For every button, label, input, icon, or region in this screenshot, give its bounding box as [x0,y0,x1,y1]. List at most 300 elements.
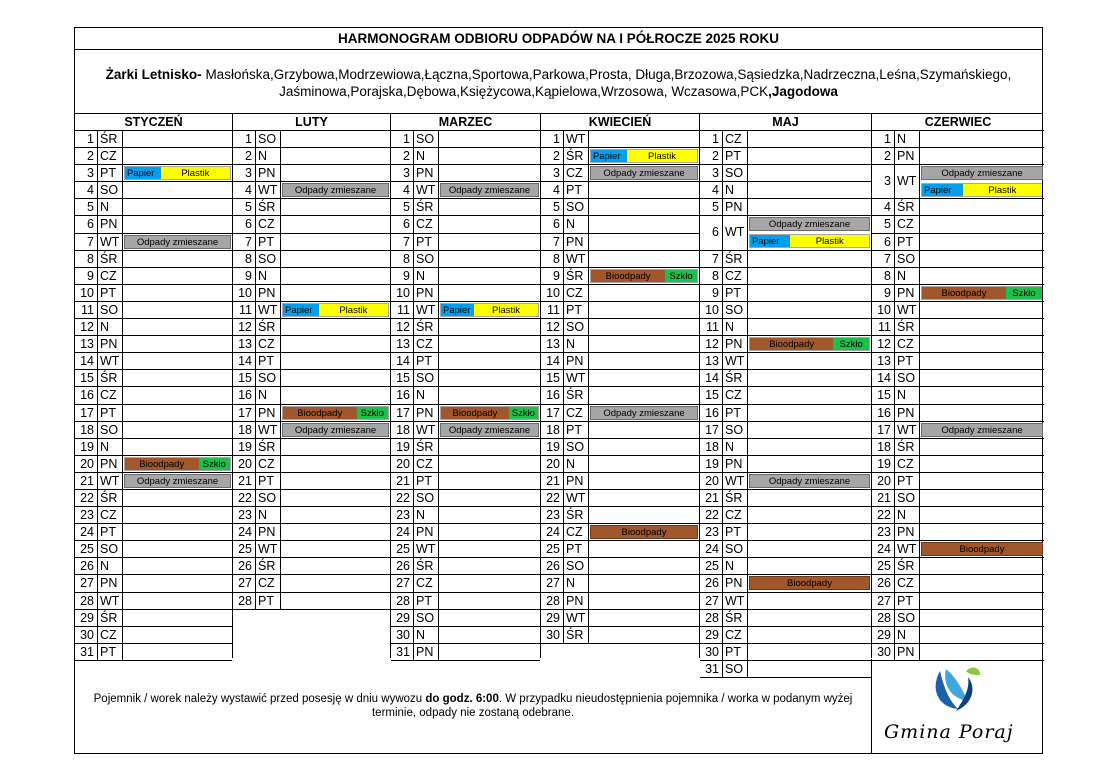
weekday-label: PT [723,644,748,660]
day-row [391,422,540,439]
weekday-label: WT [98,234,123,250]
gmina-logo-icon [872,659,1042,729]
day-row [75,610,232,627]
collection-cell [920,593,1044,609]
collection-cell [589,575,699,591]
day-number: 29 [872,627,895,643]
collection-cell [920,234,1044,250]
weekday-label: PN [564,473,589,489]
collection-cell [589,439,699,455]
day-number: 1 [391,131,414,147]
day-number: 29 [700,627,723,643]
collection-cell [748,610,871,626]
day-number: 22 [233,490,256,506]
day-number: 20 [700,473,723,489]
collection-cell [920,610,1044,626]
collection-cell [281,507,390,523]
collection-cell [748,336,871,352]
day-row [541,148,699,165]
collection-cell [123,422,232,438]
day-row [872,473,1044,490]
month-header: MARZEC [391,114,540,131]
collection-cell [920,575,1044,591]
collection-cell [281,199,390,215]
day-number: 19 [391,439,414,455]
day-row [700,558,871,575]
day-row [541,575,699,592]
day-row [391,387,540,404]
day-number: 14 [700,370,723,386]
weekday-label: PN [414,644,439,660]
day-row [700,216,871,250]
day-number: 28 [872,610,895,626]
day-row [391,285,540,302]
day-number: 26 [541,558,564,574]
collection-cell [589,165,699,181]
collection-cell [439,182,540,198]
collection-cell [439,575,540,591]
mixed-waste-pickup: Odpady zmieszane [590,406,698,420]
glass-label: Szkło [199,458,231,470]
weekday-label: PT [414,593,439,609]
collection-cell [123,610,232,626]
day-row [391,182,540,199]
day-row [75,353,232,370]
day-row [233,353,390,370]
bio-waste-pickup: Bioodpady [749,576,870,590]
day-row [75,165,232,182]
day-number: 24 [541,524,564,540]
collection-cell [123,302,232,318]
collection-cell [920,541,1044,557]
weekday-label: SO [414,490,439,506]
collection-cell [589,558,699,574]
mixed-waste-pickup: Odpady zmieszane [749,474,870,488]
weekday-label: N [895,268,920,284]
day-row [75,593,232,610]
paper-label: Papier [125,167,161,179]
weekday-label: PN [723,336,748,352]
collection-cell [920,473,1044,489]
locality-name: Żarki Letnisko- [105,67,202,82]
day-row [872,131,1044,148]
collection-cell [748,575,871,591]
collection-cell [439,353,540,369]
day-number: 30 [700,644,723,660]
day-number: 23 [75,507,98,523]
day-row [233,558,390,575]
day-row [75,131,232,148]
plastic-label: Plastik [161,167,230,179]
page-title: HARMONOGRAM ODBIORU ODPADÓW NA I PÓŁROCZE 2025 ROKU [75,28,1042,50]
day-row [75,285,232,302]
day-number: 8 [700,268,723,284]
mixed-waste-pickup: Odpady zmieszane [124,235,231,249]
day-number: 18 [872,439,895,455]
collection-cell [123,541,232,557]
locality-streets-line1: Masłońska,Grzybowa,Modrzewiowa,Łączna,Sportowa,Parkowa,Prosta, Długa,Brzozowa,Sąsiedzka,Nadrzeczna,Leśna,Szymańskiego, [201,67,1012,82]
weekday-label: PN [414,165,439,181]
day-row [391,456,540,473]
locality-block [77,66,1040,100]
day-number: 13 [541,336,564,352]
weekday-label: PN [98,456,123,472]
day-number: 22 [872,507,895,523]
weekday-label: SO [723,422,748,438]
day-row [75,387,232,404]
collection-cell [748,319,871,335]
day-number: 27 [700,593,723,609]
collection-cell [920,268,1044,284]
collection-cell [589,422,699,438]
paper-label: Papier [441,304,474,316]
collection-cell [439,627,540,643]
day-number: 15 [541,370,564,386]
day-row [233,182,390,199]
day-number: 19 [700,456,723,472]
weekday-label: PT [414,234,439,250]
day-number: 21 [872,490,895,506]
day-row [75,405,232,422]
day-number: 12 [233,319,256,335]
bio-glass-pickup [590,269,698,283]
collection-cell [123,593,232,609]
collection-cell [439,473,540,489]
day-number: 23 [541,507,564,523]
day-number: 8 [391,251,414,267]
day-row [75,456,232,473]
day-number: 12 [872,336,895,352]
day-row [872,370,1044,387]
day-row [391,473,540,490]
glass-label: Szkło [665,270,697,282]
collection-cell [589,319,699,335]
weekday-label: ŚR [895,199,920,215]
day-row [233,593,390,610]
day-number: 11 [75,302,98,318]
mixed-waste-pickup: Odpady zmieszane [921,166,1043,180]
day-row [233,251,390,268]
day-number: 24 [391,524,414,540]
day-row [700,490,871,507]
collection-cell [439,336,540,352]
footer-text-part1: Pojemnik / worek należy wystawić przed posesję w dniu wywozu [93,693,426,705]
collection-cell [439,456,540,472]
weekday-label: CZ [256,336,281,352]
weekday-label: ŚR [256,558,281,574]
collection-cell [920,524,1044,540]
weekday-label: ŚR [564,268,589,284]
weekday-label: SO [256,370,281,386]
day-row [700,302,871,319]
weekday-label: SO [723,541,748,557]
weekday-label: N [895,507,920,523]
collection-cell [123,216,232,232]
day-number: 1 [541,131,564,147]
bio-label: Bioodpady [441,407,509,419]
day-row [391,575,540,592]
weekday-label: SO [564,439,589,455]
weekday-label: PN [414,524,439,540]
day-row [541,593,699,610]
collection-cell [748,302,871,318]
bio-waste-pickup: Bioodpady [921,542,1043,556]
collection-cell [589,131,699,147]
weekday-label: SO [98,541,123,557]
weekday-label: PT [256,593,281,609]
day-number: 15 [75,370,98,386]
weekday-label: PN [564,353,589,369]
day-row [391,439,540,456]
weekday-label: CZ [564,405,589,421]
weekday-label: ŚR [414,558,439,574]
mixed-waste-pickup: Odpady zmieszane [440,183,539,197]
day-number: 8 [872,268,895,284]
weekday-label: PN [256,405,281,421]
weekday-label: N [723,439,748,455]
schedule-sheet [74,27,1043,754]
collection-cell [920,644,1044,660]
collection-cell [439,422,540,438]
day-row [391,593,540,610]
weekday-label: N [564,456,589,472]
day-row [700,507,871,524]
day-number: 14 [75,353,98,369]
collection-cell [281,575,390,591]
day-row [700,182,871,199]
weekday-label: CZ [414,216,439,232]
weekday-label: CZ [564,285,589,301]
day-number: 9 [233,268,256,284]
day-row [700,199,871,216]
weekday-label: N [723,319,748,335]
collection-cell [439,216,540,232]
day-number: 13 [700,353,723,369]
collection-cell [281,302,390,318]
collection-cell [920,507,1044,523]
day-number: 24 [872,541,895,557]
weekday-label: N [414,148,439,164]
day-number: 20 [75,456,98,472]
plastic-label: Plastik [627,150,697,162]
day-number: 19 [541,439,564,455]
weekday-label: PT [98,165,123,181]
day-number: 9 [75,268,98,284]
collection-cell [123,182,232,198]
collection-cell [439,439,540,455]
day-number: 10 [75,285,98,301]
weekday-label: CZ [723,507,748,523]
day-number: 4 [233,182,256,198]
day-row [872,593,1044,610]
month-header: KWIECIEŃ [541,114,699,131]
day-row [75,627,232,644]
collection-cell [439,251,540,267]
weekday-label: ŚR [564,627,589,643]
weekday-label: PN [98,216,123,232]
collection-cell [281,490,390,506]
collection-cell [748,422,871,438]
day-number: 25 [700,558,723,574]
day-number: 12 [75,319,98,335]
day-number: 16 [391,387,414,403]
weekday-label: WT [723,216,748,249]
month-header: LUTY [233,114,390,131]
collection-cell [281,370,390,386]
weekday-label: SO [98,302,123,318]
collection-cell [920,199,1044,215]
day-row [700,575,871,592]
paper-plastic-pickup [749,234,870,248]
day-number: 6 [872,234,895,250]
day-number: 21 [391,473,414,489]
collection-cell [281,558,390,574]
weekday-label: N [256,387,281,403]
day-row [75,182,232,199]
day-row [700,268,871,285]
day-row [75,558,232,575]
month-header: MAJ [700,114,871,131]
day-number: 3 [700,165,723,181]
day-number: 27 [75,575,98,591]
day-number: 16 [700,405,723,421]
day-row [700,524,871,541]
weekday-label: ŚR [564,148,589,164]
collection-cell [589,148,699,164]
day-row [872,353,1044,370]
weekday-label: PT [98,405,123,421]
day-row [541,370,699,387]
day-row [541,165,699,182]
day-number: 10 [872,302,895,318]
day-number: 2 [872,148,895,164]
day-number: 14 [541,353,564,369]
collection-cell [123,285,232,301]
gmina-logo [872,659,1042,753]
weekday-label: CZ [723,387,748,403]
collection-cell [281,216,390,232]
collection-cell [589,593,699,609]
weekday-label: PN [895,405,920,421]
weekday-label: ŚR [723,490,748,506]
weekday-label: WT [564,610,589,626]
bio-glass-pickup [921,286,1043,300]
day-row [541,268,699,285]
day-number: 12 [391,319,414,335]
collection-cell [920,490,1044,506]
day-number: 8 [541,251,564,267]
weekday-label: WT [564,251,589,267]
day-number: 3 [541,165,564,181]
collection-cell [439,148,540,164]
weekday-label: SO [723,302,748,318]
weekday-label: ŚR [256,199,281,215]
paper-label: Papier [922,184,963,196]
collection-cell [123,405,232,421]
weekday-label: SO [564,558,589,574]
collection-cell [123,644,232,660]
collection-cell [123,336,232,352]
weekday-label: N [895,627,920,643]
day-number: 29 [75,610,98,626]
collection-cell [748,165,871,181]
collection-cell [589,336,699,352]
weekday-label: PN [256,165,281,181]
day-number: 7 [700,251,723,267]
day-number: 9 [700,285,723,301]
day-number: 13 [233,336,256,352]
glass-label: Szkło [833,338,869,350]
collection-cell [920,558,1044,574]
paper-label: Papier [591,150,627,162]
collection-cell [281,593,390,609]
day-row [872,610,1044,627]
day-number: 22 [391,490,414,506]
weekday-label: PN [98,336,123,352]
collection-cell [123,558,232,574]
day-row [541,439,699,456]
collection-cell [920,627,1044,643]
collection-cell [281,234,390,250]
day-number: 1 [872,131,895,147]
collection-cell [748,439,871,455]
weekday-label: SO [98,182,123,198]
day-row [872,148,1044,165]
day-number: 15 [391,370,414,386]
collection-cell [748,507,871,523]
day-row [872,199,1044,216]
day-number: 11 [872,319,895,335]
collection-cell [920,456,1044,472]
weekday-label: CZ [98,387,123,403]
day-row [233,302,390,319]
weekday-label: PT [256,353,281,369]
day-row [541,353,699,370]
weekday-label: PT [98,285,123,301]
collection-cell [748,405,871,421]
day-number: 9 [391,268,414,284]
day-row [233,216,390,233]
weekday-label: N [256,507,281,523]
collection-cell [439,610,540,626]
weekday-label: SO [564,199,589,215]
day-row [541,387,699,404]
day-number: 29 [391,610,414,626]
weekday-label: PT [564,422,589,438]
collection-cell [748,387,871,403]
month-header: STYCZEŃ [75,114,232,131]
weekday-label: ŚR [723,610,748,626]
day-number: 12 [700,336,723,352]
day-row [872,165,1044,199]
day-row [700,541,871,558]
day-number: 24 [75,524,98,540]
weekday-label: WT [256,541,281,557]
day-number: 1 [700,131,723,147]
collection-cell [123,131,232,147]
glass-label: Szkło [509,407,538,419]
day-number: 25 [391,541,414,557]
collection-cell [748,627,871,643]
collection-cell [439,644,540,660]
day-row [872,422,1044,439]
weekday-label: WT [895,422,920,438]
day-number: 28 [233,593,256,609]
day-row [700,593,871,610]
day-row [700,405,871,422]
day-number: 14 [872,370,895,386]
day-number: 6 [75,216,98,232]
